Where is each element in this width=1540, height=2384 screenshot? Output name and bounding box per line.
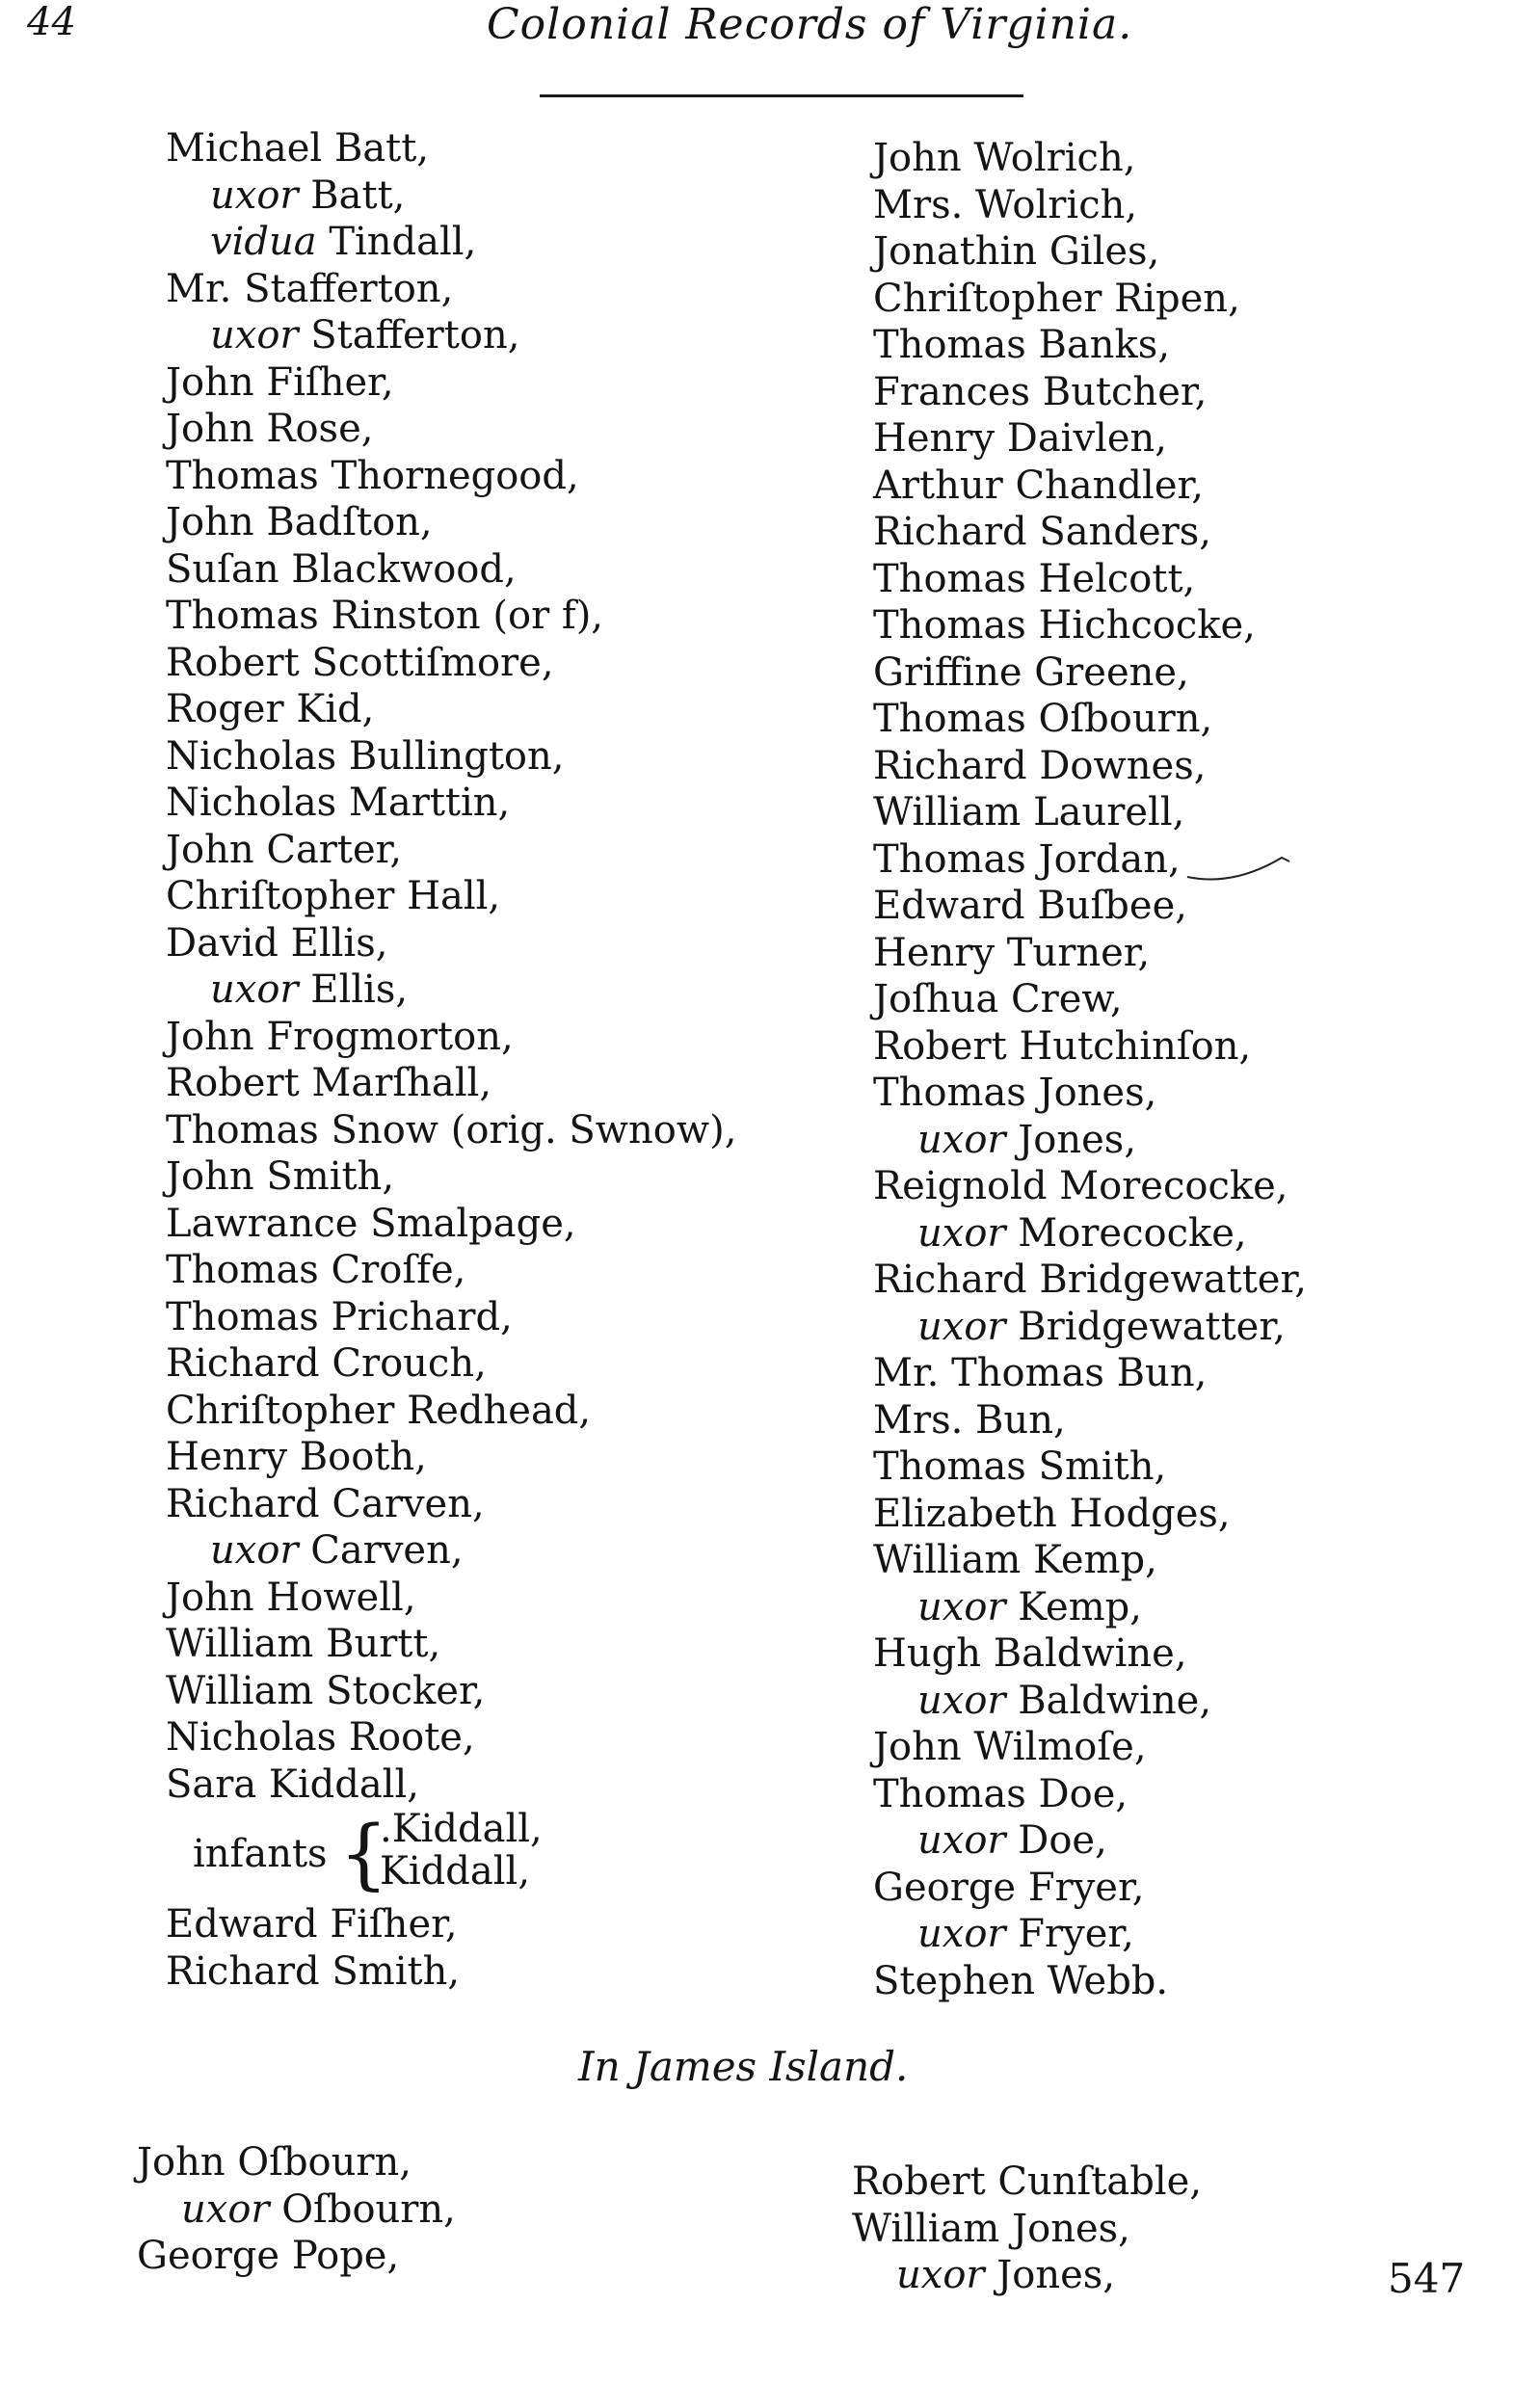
name-entry [873,1117,1307,1164]
name-entry [873,883,1307,930]
name-entry [166,172,736,220]
name-entry [873,1724,1307,1771]
name-entry [873,696,1307,743]
entry-name: Thomas Snow (orig. Swnow), [166,1107,737,1152]
entry-name: Jones, [984,2253,1116,2297]
name-entry [873,1350,1307,1397]
name-entry [873,1257,1307,1304]
entry-name: Mrs. Wolrich, [873,182,1138,227]
name-entry [873,1584,1307,1631]
entry-name: Suſan Blackwood, [166,546,517,592]
page-header [0,0,1540,77]
entry-name: Hugh Baldwine, [873,1631,1187,1676]
name-entry [166,219,736,266]
page-number: 44 [27,0,76,44]
name-entry [166,1201,736,1248]
entry-name: Chriſtopher Hall, [166,874,501,918]
entry-name: Stafferton, [298,313,520,358]
name-entry [873,1491,1307,1538]
infant-group [166,1808,736,1901]
name-entry [873,228,1307,276]
entry-name: Jonathin Giles, [873,229,1160,274]
name-entry [873,1865,1307,1912]
name-entry [166,406,736,453]
entry-name: Carven, [298,1528,464,1573]
name-entry [137,2139,456,2186]
name-entry [873,930,1307,977]
entry-name: Thomas Jones, [873,1071,1157,1115]
entry-name: Oſbourn, [269,2186,456,2232]
entry-name: Thomas Prichard, [166,1294,513,1339]
entry-name: William Jones, [852,2206,1130,2251]
name-entry [873,1817,1307,1865]
entry-name: Ellis, [298,967,409,1012]
name-entry [166,1153,736,1201]
entry-name: Thomas Helcott, [873,556,1196,601]
entry-name: Richard Downes, [873,743,1207,788]
entry-name: Roger Kid, [166,687,375,731]
infant-names [380,1808,543,1893]
name-entry [166,873,736,920]
entry-name: Robert Marſhall, [166,1061,492,1105]
entry-name: Richard Smith, [166,1948,461,1994]
entry-name: Frances Butcher, [873,369,1208,414]
name-entry [873,415,1307,463]
entry-name: Stephen Webb. [873,1958,1169,2003]
entry-name: Chriſtopher Ripen, [873,276,1240,321]
entry-name: Elizabeth Hodges, [873,1491,1231,1536]
entry-name: John Howell, [166,1575,416,1620]
entry-name: Nicholas Bullington, [166,733,565,779]
entry-name: Lawrance Smalpage, [166,1201,576,1246]
entry-name: Tindall, [316,220,477,264]
folio-number: 547 [1388,2255,1466,2302]
entry-name: Richard Carven, [166,1481,485,1526]
name-entry [166,1621,736,1668]
entry-name: Fryer, [1005,1912,1134,1956]
entry-name: William Laurell, [873,790,1185,834]
name-entry [873,1163,1307,1210]
entry-name: Nicholas Roote, [166,1715,475,1760]
entry-name: John Badſton, [166,500,433,544]
name-entry [137,2233,456,2280]
name-entry [873,1537,1307,1584]
name-entry [873,1958,1307,2005]
entry-name: Baldwine, [1005,1678,1212,1723]
name-entry [873,276,1307,323]
entry-name: David Ellis, [166,920,388,966]
name-entry [166,1762,736,1809]
name-entry [166,125,736,172]
infant-label: infants [193,1832,328,1876]
entry-name: John Carter, [166,827,403,872]
name-entry [873,463,1307,510]
entry-name: William Kemp, [873,1538,1157,1582]
infant-name: .Kiddall, [380,1807,543,1851]
name-entry [873,182,1307,229]
name-entry [166,780,736,827]
name-entry [873,509,1307,556]
brace-glyph: { [339,1809,388,1898]
entry-name: John Oſbourn, [137,2140,412,2185]
name-entry [873,602,1307,649]
entry-name: Thomas Jordan, [873,836,1181,882]
name-entry [166,1948,736,1996]
entry-name: John Wilmoſe, [873,1725,1147,1769]
entry-prefix: vidua [210,220,317,264]
entry-prefix: uxor [917,1818,1006,1863]
entry-name: Michael Batt, [166,126,430,171]
name-entry [166,1060,736,1107]
entry-name: Mrs. Bun, [873,1397,1066,1443]
name-entry [166,546,736,594]
entry-name: Jones, [1005,1117,1137,1162]
name-entry [873,1210,1307,1258]
entry-name: Edward Fiſher, [166,1902,458,1947]
name-entry [873,322,1307,369]
name-entry [873,556,1307,603]
name-entry [166,1668,736,1715]
entry-name: Arthur Chandler, [873,463,1204,508]
name-entry [166,453,736,500]
entry-name: Thomas Oſbourn, [873,697,1213,741]
entry-name: George Fryer, [873,1865,1145,1910]
name-entry [166,827,736,874]
name-entry [166,920,736,967]
name-entry [166,1901,736,1948]
entry-name: Henry Daivlen, [873,416,1167,461]
name-entry [166,1714,736,1762]
name-entry [166,1247,736,1294]
name-entry [166,640,736,687]
entry-name: George Pope, [137,2234,400,2278]
bottom-left-name-column [137,2139,456,2280]
entry-name: Henry Turner, [873,930,1151,975]
entry-prefix: uxor [210,313,299,358]
section-heading: In James Island. [578,2043,909,2090]
entry-name: William Burtt, [166,1622,441,1666]
name-entry [137,2186,456,2234]
entry-name: John Fiſher, [166,359,394,405]
entry-name: Thomas Doe, [873,1771,1128,1816]
entry-name: Thomas Croſfe, [166,1248,466,1292]
entry-name: John Frogmorton, [166,1014,514,1059]
entry-name: Robert Scottiſmore, [166,640,554,685]
name-entry [166,359,736,407]
name-entry [166,967,736,1014]
name-entry [166,1294,736,1341]
entry-name: Mr. Stafferton, [166,266,454,311]
entry-name: John Rose, [166,407,374,451]
name-entry [852,2159,1202,2206]
entry-name: Joſhua Crew, [873,977,1123,1021]
entry-name: Morecocke, [1005,1210,1247,1256]
name-entry [166,593,736,640]
entry-prefix: uxor [210,1528,299,1573]
name-entry [873,743,1307,790]
name-entry [166,1575,736,1622]
name-entry [873,1771,1307,1818]
name-entry [166,1481,736,1528]
entry-name: Robert Hutchinſon, [873,1023,1252,1069]
entry-name: Chriſtopher Redhead, [166,1388,592,1433]
entry-prefix: uxor [917,1912,1006,1956]
entry-name: Thomas Rinston (or f), [166,594,604,638]
header-rule [540,94,1023,97]
entry-name: Kemp, [1005,1584,1142,1629]
entry-name: Bridgewatter, [1005,1304,1286,1349]
name-entry [873,1070,1307,1117]
running-head: Colonial Records of Virginia. [487,0,1133,49]
name-entry [852,2252,1202,2299]
entry-name: John Wolrich, [873,136,1136,180]
entry-name: Henry Booth, [166,1435,427,1479]
name-entry [873,1911,1307,1958]
entry-prefix: uxor [917,1210,1006,1256]
entry-name: Doe, [1005,1818,1107,1863]
left-name-column [166,125,736,1995]
infant-name: Kiddall, [380,1849,531,1894]
entry-name: Thomas Hichcocke, [873,603,1256,648]
name-entry [873,1678,1307,1725]
entry-name: Richard Bridgewatter, [873,1258,1307,1302]
name-entry [873,649,1307,697]
name-entry [873,1444,1307,1491]
name-entry [873,789,1307,836]
name-entry [166,1014,736,1061]
name-entry [873,1630,1307,1678]
name-entry [166,1527,736,1575]
entry-name: Richard Crouch, [166,1341,487,1386]
entry-prefix: uxor [917,1117,1006,1162]
entry-prefix: uxor [896,2253,985,2297]
entry-name: Batt, [298,172,406,218]
entry-name: Nicholas Marttin, [166,781,511,825]
entry-name: William Stocker, [166,1668,486,1713]
name-entry [166,733,736,781]
name-entry [873,135,1307,182]
entry-name: Thomas Thornegood, [166,453,579,498]
entry-name: Reignold Morecocke, [873,1164,1288,1208]
name-entry [873,976,1307,1023]
name-entry [166,1107,736,1154]
name-entry [166,1434,736,1481]
name-entry [166,499,736,546]
name-entry [873,369,1307,416]
entry-name: Sara Kiddall, [166,1762,419,1807]
entry-name: Thomas Smith, [873,1444,1167,1489]
name-entry [166,1388,736,1435]
name-entry [166,1340,736,1388]
entry-name: Edward Buſbee, [873,884,1187,928]
entry-name: Robert Cunſtable, [852,2159,1203,2204]
entry-prefix: uxor [917,1584,1006,1629]
right-name-column [873,135,1307,2004]
entry-prefix: uxor [181,2186,270,2232]
name-entry [166,266,736,313]
entry-prefix: uxor [917,1678,1006,1723]
entry-name: Griffine Greene, [873,649,1189,695]
entry-prefix: uxor [210,967,299,1012]
entry-name: John Smith, [166,1154,395,1199]
bottom-right-name-column [852,2159,1202,2299]
name-entry [166,686,736,733]
name-entry [873,1397,1307,1444]
name-entry [873,1023,1307,1071]
entry-prefix: uxor [917,1304,1006,1349]
name-entry [166,312,736,359]
entry-name: Richard Sanders, [873,510,1212,554]
name-entry [873,1304,1307,1351]
entry-name: Thomas Banks, [873,323,1171,367]
entry-name: Mr. Thomas Bun, [873,1351,1208,1395]
entry-prefix: uxor [210,172,299,218]
pencil-mark [1185,848,1301,887]
name-entry [852,2206,1202,2253]
